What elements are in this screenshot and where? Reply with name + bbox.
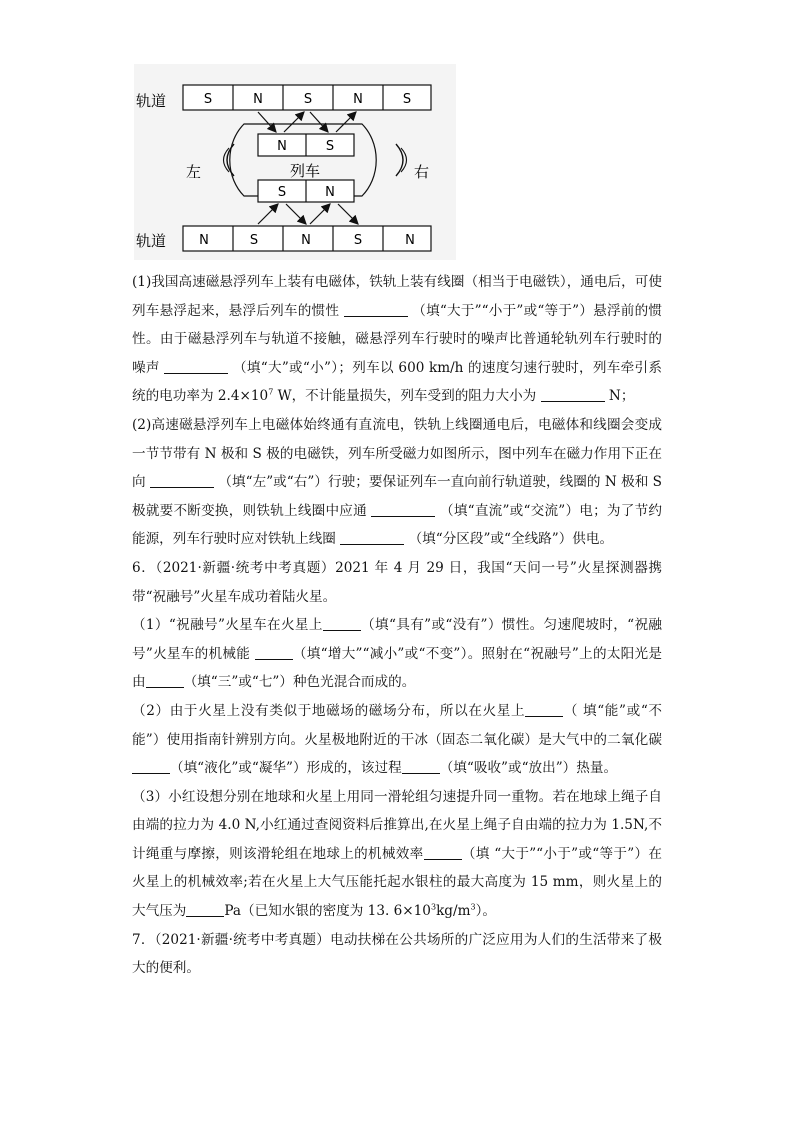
right-label: 右 <box>414 163 430 181</box>
maglev-diagram <box>134 64 456 260</box>
top-pole-5: S <box>402 92 412 107</box>
q6-part3: （3）小红设想分别在地球和火星上用同一滑轮组匀速提升同一重物。若在地球上绳子自由端的拉力为 4.0 N,小红通过查阅资料后推算出,在火星上绳子自由端的拉力为 1.5N,不计绳重与摩擦，则该滑轮组在地球上的机械效率 （填 “大于”“小于”或“等于”）在火星上的机械效率;若在火星上大气压能托起水银柱的最大高度为 15 mm，则火星上的大气压为 Pa（已知水银的密度为 13. $6\times 10^3kg/m^3$）。 <box>132 788 662 920</box>
bottom-pole-2: S <box>249 233 259 248</box>
left-label: 左 <box>186 163 202 181</box>
q6-part1: （1）“祝融号”火星车在火星上 （填“具有”或“没有”）惯性。匀速爬坡时，“祝融号”火星车的机械能 （填“增大”“减小”或“不变”）。照射在“祝融号”上的太阳光是由 （填“三”或“七”）种色光混合而成的。 <box>132 617 662 691</box>
train-label: 列车 <box>289 162 321 180</box>
answer-blank[interactable] <box>402 759 440 774</box>
top-pole-4: N <box>353 92 363 107</box>
train-top-pole-1: N <box>277 139 287 154</box>
train-bottom-pole-1: S <box>277 185 287 200</box>
maglev-diagram-svg <box>134 64 456 260</box>
track-label-bottom: 轨道 <box>136 232 167 250</box>
train-top-pole-2: S <box>325 139 335 154</box>
bottom-pole-1: N <box>199 233 209 248</box>
train-bottom-pole-2: N <box>325 185 335 200</box>
top-pole-2: N <box>253 92 263 107</box>
bottom-pole-3: N <box>301 233 311 248</box>
top-force-arrows <box>258 112 356 132</box>
answer-blank[interactable] <box>344 302 408 317</box>
answer-blank[interactable] <box>186 902 224 917</box>
answer-blank[interactable] <box>150 473 214 488</box>
answer-blank[interactable] <box>164 359 228 374</box>
answer-blank[interactable] <box>424 845 462 860</box>
answer-blank[interactable] <box>132 759 170 774</box>
q6-part2: （2）由于火星上没有类似于地磁场的磁场分布，所以在火星上 （ 填“能”或“不能”）使用指南针辨别方向。火星极地附近的干冰（固态二氧化碳）是大气中的二氧化碳（填“液化”或“凝华”）形成的，该过程 （填“吸收”或“放出”）热量。 <box>132 702 662 777</box>
answer-blank[interactable] <box>340 530 404 545</box>
bottom-force-arrows <box>258 204 358 224</box>
q7-intro: 7．（2021·新疆·统考中考真题）电动扶梯在公共场所的广泛应用为人们的生活带来了极大的便利。 <box>132 931 662 977</box>
answer-blank[interactable] <box>525 702 563 717</box>
answer-blank[interactable] <box>323 616 361 631</box>
answer-blank[interactable] <box>371 502 435 517</box>
bottom-pole-5: N <box>405 233 415 248</box>
question-content <box>132 268 667 983</box>
answer-blank[interactable] <box>541 387 605 402</box>
answer-blank[interactable] <box>255 645 293 660</box>
bottom-pole-4: S <box>353 233 363 248</box>
q5-part2: (2)高速磁悬浮列车上电磁体始终通有直流电，铁轨上线圈通电后，电磁体和线圈会变成一节节带有 N 极和 S 极的电磁铁，列车所受磁力如图所示，图中列车在磁力作用下正在向 （填“左”或“右”）行驶；要保证列车一直向前行轨道驶，线圈的 N 极和 S 极就要不断变换，则铁轨上线圈中应通 （填“直流”或“交流”）电；为了节约能源，列车行驶时应对铁轨上线圈 （填“分区段”或“全线路”）供电。 <box>132 416 667 548</box>
top-pole-3: S <box>303 92 313 107</box>
track-label-top: 轨道 <box>136 92 167 110</box>
q6-intro: 6．（2021·新疆·统考中考真题）2021 年 4 月 29 日，我国“天问一号”火星探测器携带“祝融号”火星车成功着陆火星。 <box>132 559 662 605</box>
answer-blank[interactable] <box>146 673 184 688</box>
top-pole-1: S <box>203 92 213 107</box>
q5-part1: (1)我国高速磁悬浮列车上装有电磁体，铁轨上装有线圈（相当于电磁铁），通电后，可使列车悬浮起来，悬浮后列车的惯性 （填“大于”“小于”或“等于”）悬浮前的惯性。由于磁悬浮列车与轨道不接触，磁悬浮列车行驶时的噪声比普通轮轨列车行驶时的噪声 （填“大”或“小”）；列车以 600 km/h 的速度匀速行驶时，列车牵引系统的电功率为 $2.4\times 10^7$ W，不计能量损失，列车受到的阻力大小为 N； <box>132 274 662 405</box>
